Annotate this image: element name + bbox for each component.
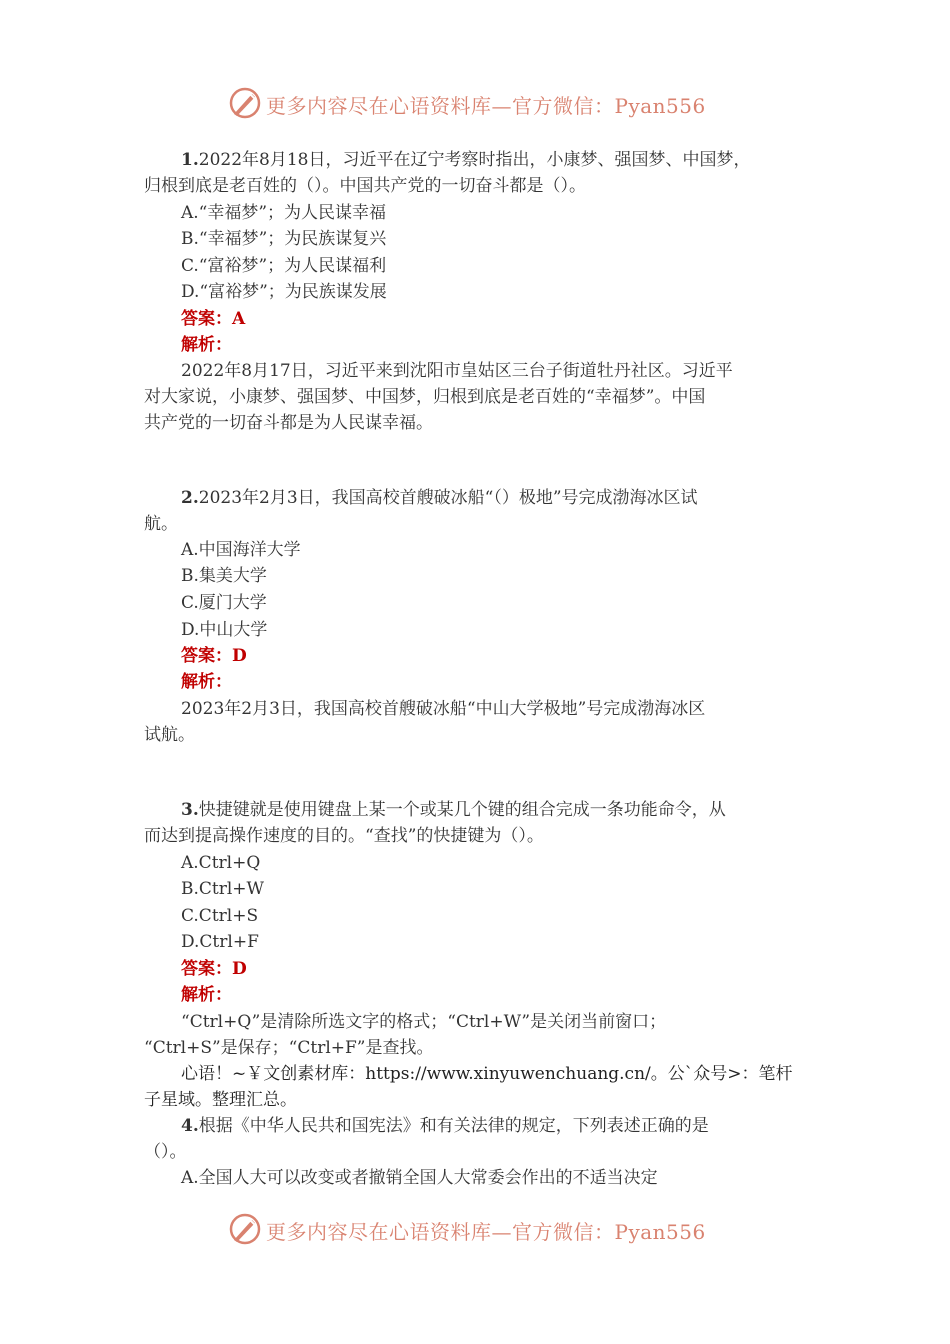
question-2-option-d: D.中山大学 — [181, 620, 268, 640]
pen-logo-icon — [228, 1212, 262, 1246]
question-2-option-b: B.集美大学 — [181, 566, 267, 586]
question-4-stem-line2: （）。 — [144, 1142, 187, 1162]
question-2-analysis-line2: 试航。 — [144, 725, 195, 745]
question-4-stem-line1: 4.根据《中华人民共和国宪法》和有关法律的规定，下列表述正确的是 — [181, 1116, 709, 1136]
promo-line2: 子星域。整理汇总。 — [144, 1090, 297, 1110]
question-3-option-c: C.Ctrl+S — [181, 906, 259, 926]
question-3-analysis-line2: “Ctrl+S”是保存；“Ctrl+F”是查找。 — [144, 1038, 434, 1058]
question-1-option-b: B.“幸福梦”；为民族谋复兴 — [181, 229, 387, 249]
question-2-option-a: A.中国海洋大学 — [181, 540, 301, 560]
question-number: 3. — [181, 800, 199, 820]
question-1-stem-line2: 归根到底是老百姓的（）。中国共产党的一切奋斗都是（）。 — [144, 176, 586, 196]
question-2-option-c: C.厦门大学 — [181, 593, 267, 613]
question-number: 4. — [181, 1116, 199, 1136]
question-1-analysis-line3: 共产党的一切奋斗都是为人民谋幸福。 — [144, 413, 433, 433]
question-1-stem-line1: 1.2022年8月18日，习近平在辽宁考察时指出，小康梦、强国梦、中国梦， — [181, 150, 751, 170]
question-2-stem-line1: 2.2023年2月3日，我国高校首艘破冰船“（）极地”号完成渤海冰区试 — [181, 488, 698, 508]
question-3-answer: 答案：D — [181, 959, 247, 979]
footer-banner — [0, 1210, 950, 1250]
question-3-stem-line1: 3.快捷键就是使用键盘上某一个或某几个键的组合完成一条功能命令，从 — [181, 800, 726, 820]
question-1-analysis-line1: 2022年8月17日，习近平来到沈阳市皇姑区三台子街道牡丹社区。习近平 — [181, 361, 733, 381]
question-3-option-b: B.Ctrl+W — [181, 879, 265, 899]
question-3-option-a: A.Ctrl+Q — [181, 853, 261, 873]
question-2-analysis-label: 解析： — [181, 672, 232, 692]
promo-line1: 心语！~￥文创素材库：https://www.xinyuwenchuang.cn/。公`众号>：笔杆 — [181, 1064, 793, 1084]
header-banner-text: 更多内容尽在心语资料库—官方微信：Pyan556 — [266, 94, 706, 118]
question-1-analysis-line2: 对大家说，小康梦、强国梦、中国梦，归根到底是老百姓的“幸福梦”。中国 — [144, 387, 706, 407]
question-3-option-d: D.Ctrl+F — [181, 932, 259, 952]
question-1-option-a: A.“幸福梦”；为人民谋幸福 — [181, 203, 387, 223]
question-2-answer: 答案：D — [181, 646, 247, 666]
question-number: 2. — [181, 488, 199, 508]
question-3-analysis-line1: “Ctrl+Q”是清除所选文字的格式；“Ctrl+W”是关闭当前窗口； — [181, 1012, 667, 1032]
question-1-analysis-label: 解析： — [181, 335, 232, 355]
question-1-answer: 答案：A — [181, 309, 246, 329]
question-2-stem-line2: 航。 — [144, 514, 178, 534]
question-3-analysis-label: 解析： — [181, 985, 232, 1005]
question-number: 1. — [181, 150, 199, 170]
question-4-option-a: A.全国人大可以改变或者撤销全国人大常委会作出的不适当决定 — [181, 1168, 658, 1188]
footer-banner-text: 更多内容尽在心语资料库—官方微信：Pyan556 — [266, 1220, 706, 1244]
question-2-analysis-line1: 2023年2月3日，我国高校首艘破冰船“中山大学极地”号完成渤海冰区 — [181, 699, 706, 719]
question-1-option-c: C.“富裕梦”；为人民谋福利 — [181, 256, 387, 276]
question-3-stem-line2: 而达到提高操作速度的目的。“查找”的快捷键为（）。 — [144, 826, 544, 846]
question-1-option-d: D.“富裕梦”；为民族谋发展 — [181, 282, 387, 302]
